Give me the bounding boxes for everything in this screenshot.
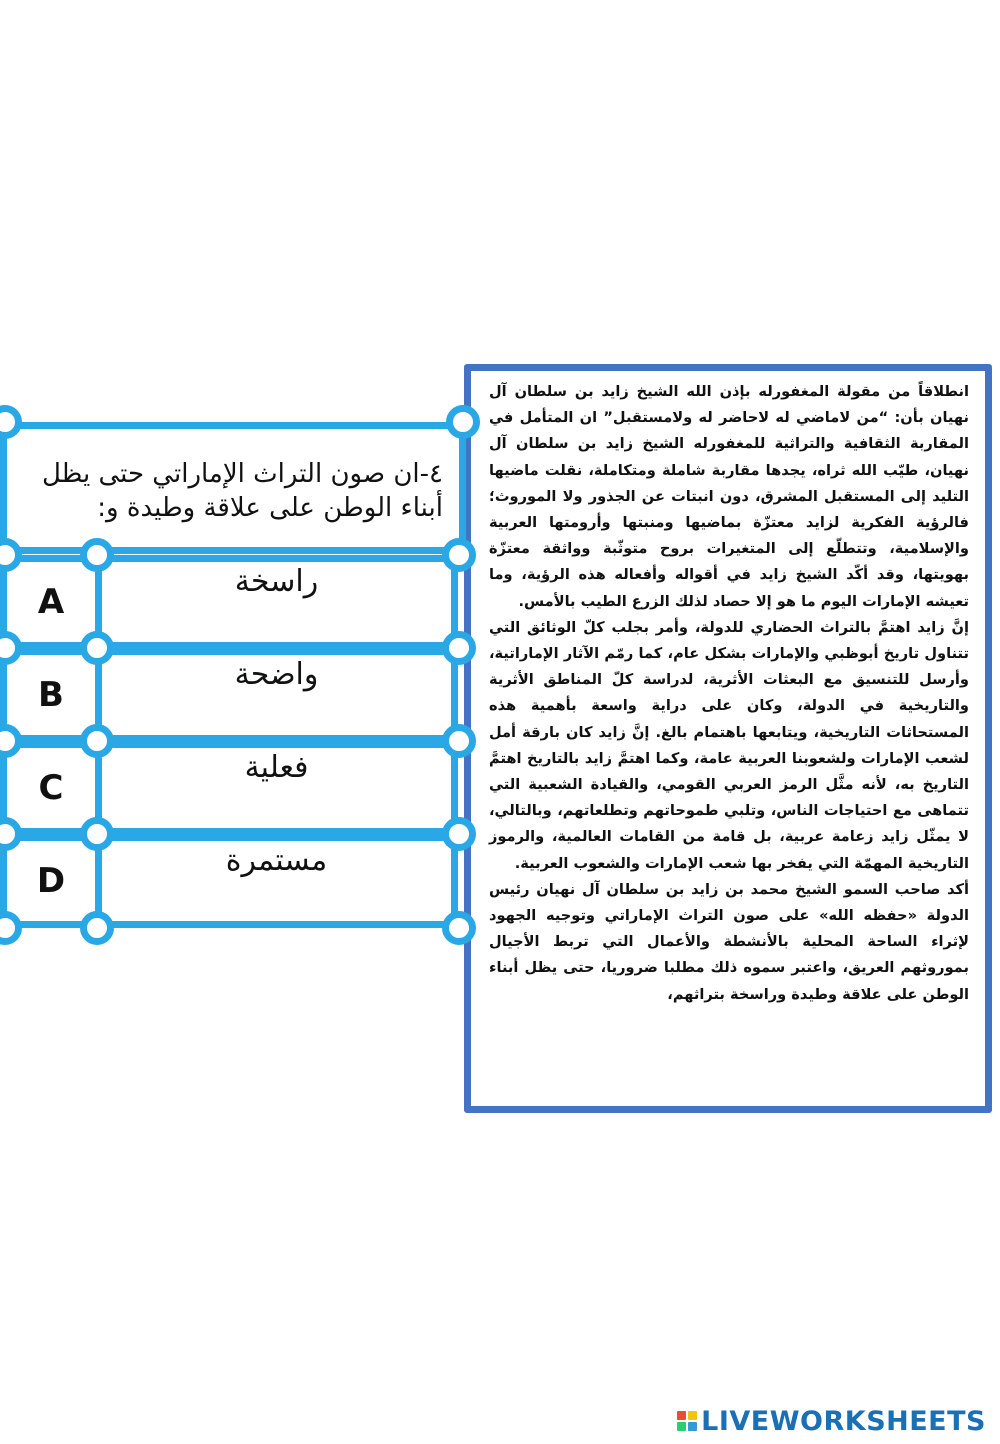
- option-row-b[interactable]: [0, 648, 458, 742]
- liveworksheets-watermark: [677, 1405, 986, 1437]
- frame-notch: [442, 817, 476, 851]
- option-row-c[interactable]: [0, 741, 458, 835]
- option-answer-c[interactable]: فعلية: [244, 750, 309, 785]
- passage-paragraph-1: انطلاقاً من مقولة المغفورله بإذن الله الشيخ زايد بن سلطان آل نهيان بأن: “من لاماضي له لاحاضر له ولامستقبل” ان المتأمل في المقاربة الثقافية والتراثية للمغفورله الشيخ زايد بن سلطان آل نهيان، طيّب الله ثراه، يجدها مقاربة شاملة ومتكاملة، نقلت ماضيها التليد إلى المستقبل المشرق، دون انبتات عن الجذور ولا الموروث؛ فالرؤية الفكرية لزايد معتزّة بماضيها ومنبتها وأرومتها العربية والإسلامية، وتتطلّع إلى المتغيرات بروح متوثّبة وواثقة معتزّة بهويتها، وقد أكّد الشيخ زايد في أقواله وأفعاله هذه الرؤية، وما تعيشه الإمارات اليوم ما هو إلا حصاد لذلك الزرع الطيب بالأمس.: [489, 383, 969, 610]
- reading-passage: [489, 379, 969, 1096]
- passage-paragraph-2: إنَّ زايد اهتمَّ بالتراث الحضاري للدولة، وأمر بجلب كلّ الوثائق التي تتناول تاريخ أبوظبي والإمارات بشكل عام، كما رمّم الآثار الإماراتية، وأرسل للتنسيق مع البعثات الأثرية، لدراسة كلّ المناطق الأثرية والتاريخية في الدولة، وكان على دراية واسعة بأهمية هذه المستحاثات التاريخية، ويتابعها باهتمام بالغ. إنَّ زايد كان بارقة أمل لشعب الإمارات ولشعوبنا العربية عامة، وكما اهتمَّ زايد بالتاريخ اهتمَّ التاريخ به، لأنه مثَّل الرمز العربي القومي، والقيادة الشعبية التي تتماهى مع احتياجات الناس، وتلبي طموحاتهم وتطلعاتهم، وبالتالي، لا يمثّل زايد زعامة عربية، بل قامة من القامات العالمية، والرموز التاريخية المهمّة التي يفخر بها شعب الإمارات والشعوب العربية.: [489, 618, 969, 872]
- option-letter-b: B: [7, 655, 102, 735]
- frame-notch: [80, 817, 114, 851]
- option-letter-d: D: [7, 841, 102, 921]
- option-letter-a: A: [7, 562, 102, 642]
- reading-passage-box: [464, 364, 992, 1113]
- question-text: ٤-ان صون التراث الإماراتي حتى يظل أبناء الوطن على علاقة وطيدة و:: [41, 459, 443, 523]
- frame-notch: [442, 911, 476, 945]
- question-frame: [0, 422, 466, 554]
- option-answer-a[interactable]: راسخة: [234, 564, 319, 599]
- frame-notch: [80, 911, 114, 945]
- option-letter-c: C: [7, 748, 102, 828]
- liveworksheets-logo-icon: [677, 1411, 697, 1431]
- passage-paragraph-3: أكد صاحب السمو الشيخ محمد بن زايد بن سلطان آل نهيان رئيس الدولة «حفظه الله» على صون التراث الإماراتي وتوجيه الجهود لإثراء الساحة المحلية بالأنشطة والأعمال التي تربط الأجيال بموروثهم العريق، واعتبر سموه ذلك مطلبا ضروريا، حتى يظل أبناء الوطن على علاقة وطيدة وراسخة بتراثهم،: [489, 880, 969, 1003]
- option-row-a[interactable]: [0, 555, 458, 649]
- frame-notch: [442, 724, 476, 758]
- frame-notch: [442, 538, 476, 572]
- frame-notch: [442, 631, 476, 665]
- option-row-d[interactable]: [0, 834, 458, 928]
- frame-notch: [80, 538, 114, 572]
- option-answer-b[interactable]: واضحة: [234, 657, 319, 692]
- option-answer-d[interactable]: مستمرة: [225, 843, 328, 878]
- frame-notch: [80, 631, 114, 665]
- frame-notch: [446, 405, 480, 439]
- frame-notch: [80, 724, 114, 758]
- liveworksheets-text: LIVEWORKSHEETS: [701, 1405, 986, 1437]
